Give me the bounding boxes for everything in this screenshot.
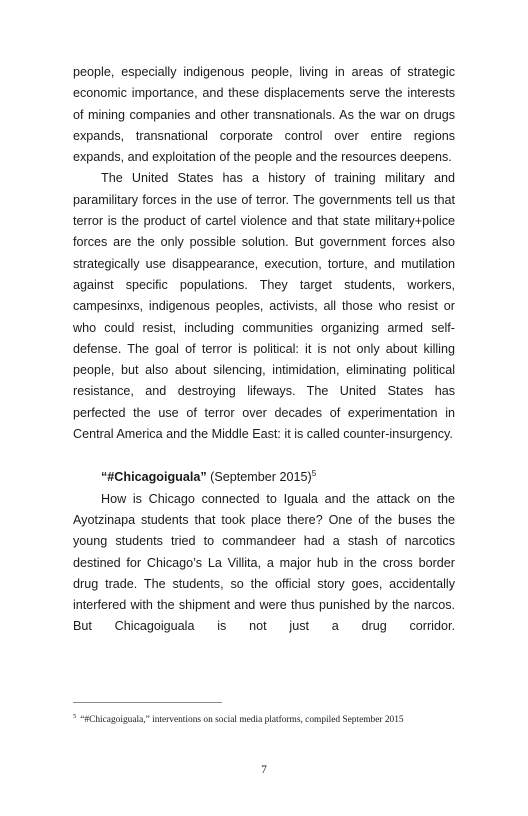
footnote — [73, 714, 473, 726]
section-heading-date: (September 2015) — [210, 470, 312, 485]
body-text — [73, 62, 455, 638]
paragraph-chicagoiguala: How is Chicago connected to Iguala and the attack on the Ayotzinapa students that took place there? One of the buses the young students tried to commandeer had a stash of narcotics destined for Chicago’s La Villita, a major hub in the cross border drug trade. The students, so the official story goes, accidentally interfered with the shipment and were thus punished by the narcos. But Chicagoiguala is not just a drug corridor. — [73, 491, 455, 634]
section-heading — [73, 467, 455, 488]
footnote-text: “#Chicagoiguala,” interventions on social media platforms, compiled September 2015 — [80, 715, 404, 725]
paragraph-displacements: people, especially indigenous people, living in areas of strategic economic importance, and these displacements serve the interests of mining companies and other transnationals. As the war on drugs expands, transnational corporate control over entire regions expands, and exploitation of the people and the resources deepens. — [73, 65, 455, 165]
section-heading-title: “#Chicagoiguala” — [101, 470, 207, 485]
paragraph-counter-insurgency: The United States has a history of training military and paramilitary forces in the use of terror. The governments tell us that terror is the product of cartel violence and that state military+police forces are the only possible solution. But government forces also strategically use disappearance, execution, torture, and mutilation against specific populations. They target students, workers, campesinxs, indigenous peoples, activists, all those who resist or who could resist, including communities organizing armed self-defense. The goal of terror is political: it is not only about killing people, but also about silencing, intimidation, eliminating political resistance, and destroying lifeways. The United States has perfected the use of terror over decades of experimentation in Central America and the Middle East: it is called counter-insurgency. — [73, 171, 455, 442]
footnote-divider — [73, 702, 222, 703]
footnote-number: 5 — [73, 712, 77, 720]
footnote-reference[interactable]: 5 — [311, 469, 317, 479]
page-number: 7 — [261, 764, 267, 776]
